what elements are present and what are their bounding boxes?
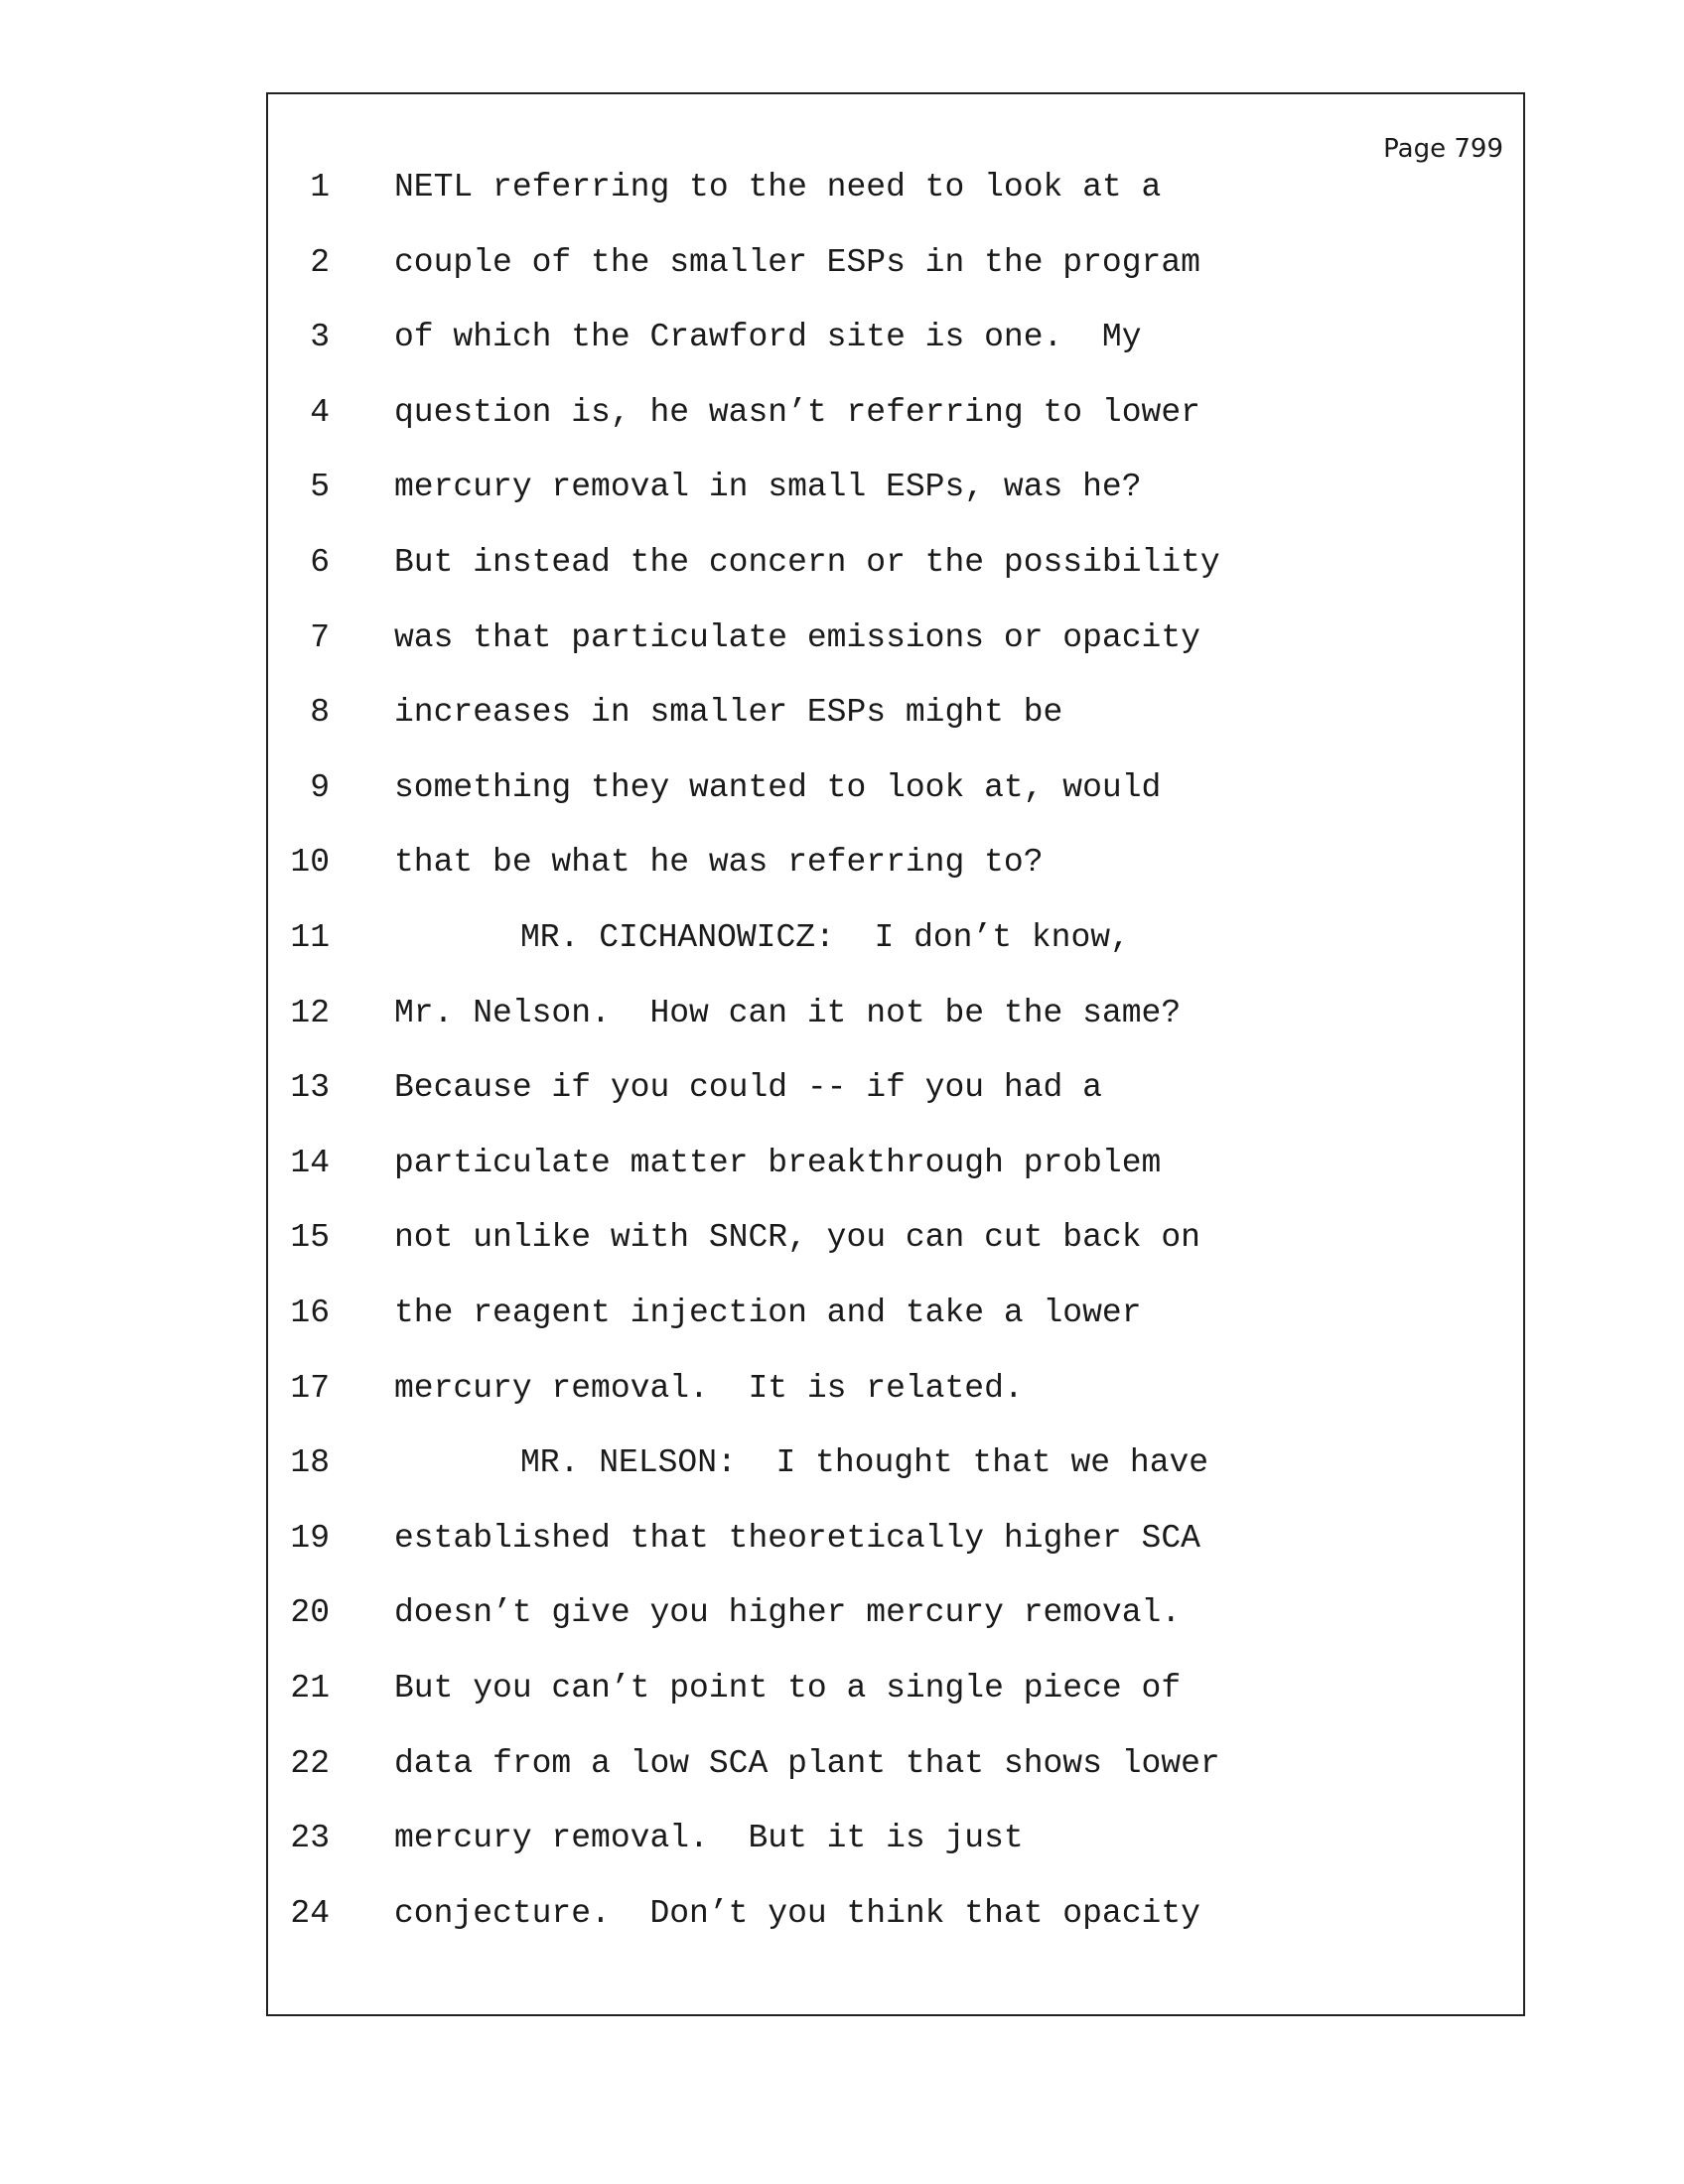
line-number: 18: [290, 1444, 330, 1482]
line-number: 23: [290, 1820, 330, 1857]
line-number: 7: [310, 618, 330, 656]
transcript-line: [268, 992, 1523, 1067]
line-text: MR. NELSON: I thought that we have: [520, 1444, 1209, 1482]
line-text: Because if you could -- if you had a: [394, 1069, 1102, 1107]
line-text: Mr. Nelson. How can it not be the same?: [394, 994, 1182, 1031]
transcript-line: [268, 1742, 1523, 1818]
line-number: 10: [290, 844, 330, 882]
line-text: couple of the smaller ESPs in the program: [394, 243, 1200, 281]
line-text: was that particulate emissions or opacity: [394, 618, 1200, 656]
line-number: 9: [310, 768, 330, 806]
line-number: 21: [290, 1670, 330, 1706]
line-text: increases in smaller ESPs might be: [394, 694, 1063, 732]
transcript-line: [268, 616, 1523, 692]
line-number: 2: [310, 243, 330, 281]
line-number: 17: [290, 1369, 330, 1407]
line-number: 22: [290, 1744, 330, 1782]
line-number: 3: [310, 319, 330, 356]
line-number: 14: [290, 1144, 330, 1181]
line-text: particulate matter breakthrough problem: [394, 1144, 1162, 1181]
line-text: not unlike with SNCR, you can cut back on: [394, 1219, 1200, 1257]
line-text: that be what he was referring to?: [394, 844, 1044, 882]
line-text: data from a low SCA plant that shows lower: [394, 1744, 1220, 1782]
transcript-line: [268, 1892, 1523, 1968]
line-number: 16: [290, 1295, 330, 1331]
transcript-line: [268, 1367, 1523, 1442]
line-number: 4: [310, 393, 330, 431]
transcript-line: [268, 1142, 1523, 1217]
line-text: conjecture. Don’t you think that opacity: [394, 1894, 1200, 1932]
line-text: mercury removal in small ESPs, was he?: [394, 469, 1142, 506]
line-number: 13: [290, 1069, 330, 1107]
line-text: the reagent injection and take a lower: [394, 1295, 1142, 1331]
transcript-line: [268, 1591, 1523, 1667]
line-number: 5: [310, 469, 330, 506]
transcript-page: [266, 92, 1525, 2016]
line-text: mercury removal. It is related.: [394, 1369, 1024, 1407]
line-text: question is, he wasn’t referring to lower: [394, 393, 1200, 431]
line-text: something they wanted to look at, would: [394, 768, 1162, 806]
line-text: MR. CICHANOWICZ: I don’t know,: [520, 919, 1130, 956]
transcript-line: [268, 1817, 1523, 1892]
transcript-line: [268, 1066, 1523, 1142]
transcript-line: [268, 1667, 1523, 1742]
line-text: established that theoretically higher SCA: [394, 1519, 1200, 1557]
line-text: But you can’t point to a single piece of: [394, 1670, 1182, 1706]
line-number: 6: [310, 544, 330, 581]
line-number: 12: [290, 994, 330, 1031]
transcript-line: [268, 1292, 1523, 1367]
line-number: 8: [310, 694, 330, 732]
line-text: NETL referring to the need to look at a: [394, 169, 1162, 205]
transcript-line: [268, 691, 1523, 766]
transcript-line: [268, 166, 1523, 241]
transcript-line: [268, 766, 1523, 842]
transcript-line: [268, 916, 1523, 992]
transcript-line: [268, 1441, 1523, 1517]
line-number: 20: [290, 1594, 330, 1632]
line-number: 24: [290, 1894, 330, 1932]
transcript-line: [268, 841, 1523, 916]
transcript-line: [268, 466, 1523, 541]
line-text: But instead the concern or the possibility: [394, 544, 1220, 581]
transcript-line: [268, 241, 1523, 317]
transcript-line: [268, 316, 1523, 391]
line-number: 15: [290, 1219, 330, 1257]
line-number: 19: [290, 1519, 330, 1557]
transcript-line: [268, 541, 1523, 616]
page-number: Page 799: [1383, 134, 1503, 164]
transcript-line: [268, 1517, 1523, 1592]
line-number: 1: [310, 169, 330, 205]
transcript-line: [268, 1216, 1523, 1292]
line-number: 11: [290, 919, 330, 956]
line-text: mercury removal. But it is just: [394, 1820, 1024, 1857]
line-text: doesn’t give you higher mercury removal.: [394, 1594, 1182, 1632]
transcript-line: [268, 391, 1523, 467]
line-text: of which the Crawford site is one. My: [394, 319, 1142, 356]
